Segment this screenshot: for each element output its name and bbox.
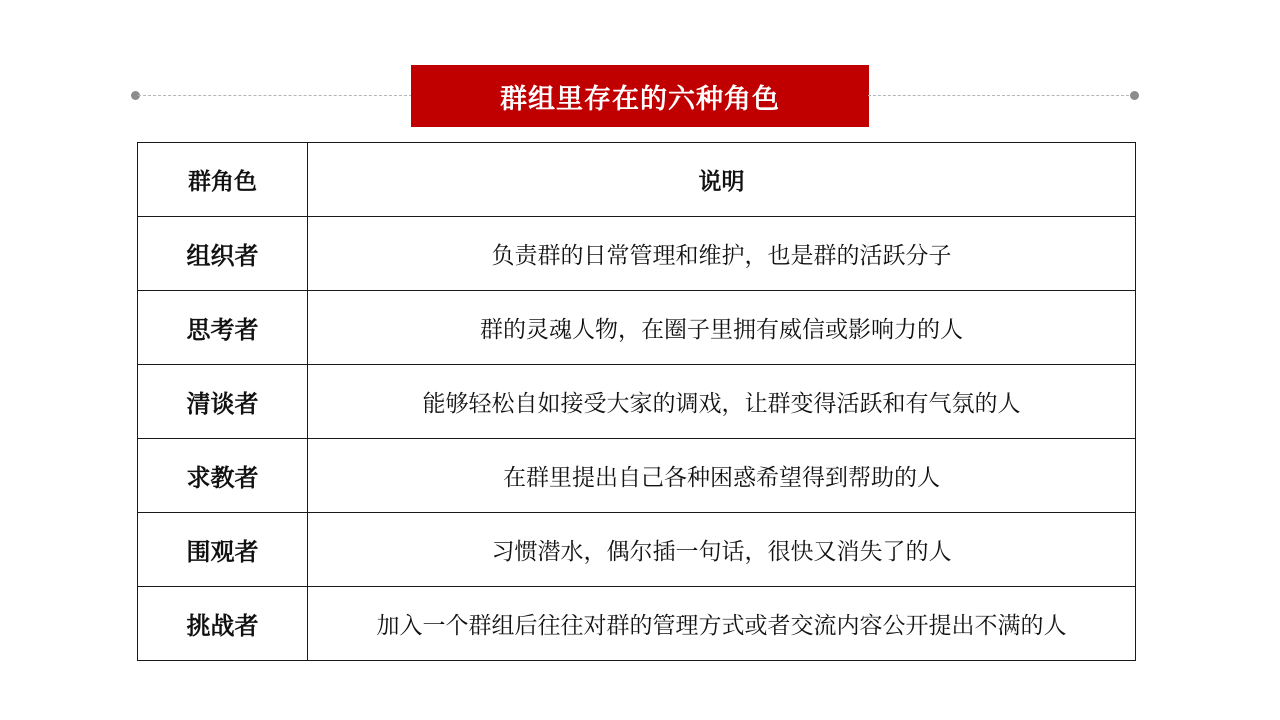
role-description: 习惯潜水，偶尔插一句话，很快又消失了的人 <box>308 513 1136 587</box>
role-name: 组织者 <box>138 217 308 291</box>
table-row <box>138 587 1136 661</box>
table-header-row <box>138 143 1136 217</box>
table-row <box>138 513 1136 587</box>
table-row <box>138 439 1136 513</box>
header-role: 群角色 <box>138 143 308 217</box>
role-description: 在群里提出自己各种困惑希望得到帮助的人 <box>308 439 1136 513</box>
roles-table <box>137 142 1136 661</box>
title-line-left <box>138 95 412 96</box>
table-row <box>138 291 1136 365</box>
header-description: 说明 <box>308 143 1136 217</box>
title-line-right <box>868 95 1134 96</box>
role-description: 负责群的日常管理和维护，也是群的活跃分子 <box>308 217 1136 291</box>
slide-title: 群组里存在的六种角色 <box>411 65 869 127</box>
role-description: 群的灵魂人物，在圈子里拥有威信或影响力的人 <box>308 291 1136 365</box>
table-row <box>138 217 1136 291</box>
role-description: 加入一个群组后往往对群的管理方式或者交流内容公开提出不满的人 <box>308 587 1136 661</box>
title-line-right-dot <box>1130 91 1139 100</box>
role-description: 能够轻松自如接受大家的调戏，让群变得活跃和有气氛的人 <box>308 365 1136 439</box>
role-name: 围观者 <box>138 513 308 587</box>
table-row <box>138 365 1136 439</box>
role-name: 求教者 <box>138 439 308 513</box>
role-name: 清谈者 <box>138 365 308 439</box>
role-name: 思考者 <box>138 291 308 365</box>
role-name: 挑战者 <box>138 587 308 661</box>
